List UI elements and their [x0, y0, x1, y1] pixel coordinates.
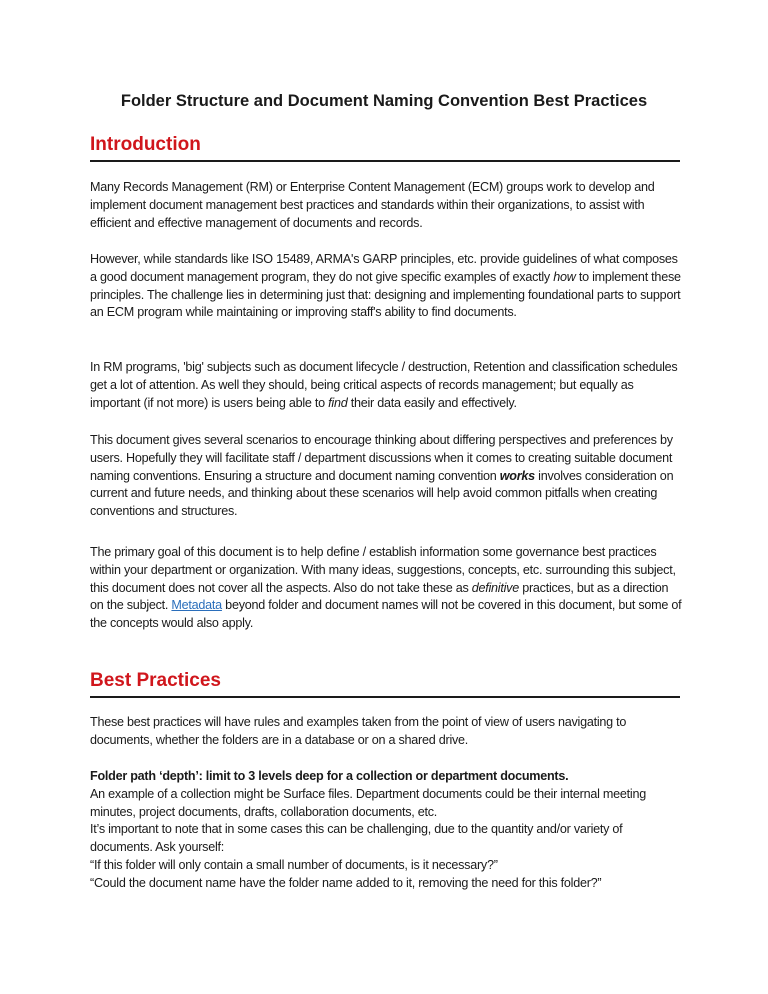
intro-paragraph-2	[90, 251, 682, 322]
intro-p5-text-c: beyond folder and document names will not be covered in this document, but some of the concepts would also apply.	[90, 598, 682, 631]
intro-p4-emphasis: works	[499, 468, 535, 483]
folder-depth-note: It’s important to note that in some cases this can be challenging, due to the quantity and/or variety of documents. Ask yourself:	[90, 822, 623, 855]
folder-depth-example: An example of a collection might be Surface files. Department documents could be their internal meeting minutes, project documents, drafts, collaboration documents, etc.	[90, 786, 646, 819]
intro-p2-text-b: to implement these principles. The challenge lies in determining just that: designing and implementing foundational parts to support an ECM program while maintaining or improving staff's ability to find documents.	[90, 269, 681, 320]
intro-paragraph-5	[90, 544, 682, 633]
intro-p5-emphasis: definitive	[471, 580, 519, 595]
intro-p5-text-a: The primary goal of this document is to help define / establish information some governance best practices within your department or organization. With many ideas, suggestions, concepts, etc. surrounding this subject, this document does not cover all the aspects. Also do not take these as	[90, 545, 676, 595]
document-title: Folder Structure and Document Naming Convention Best Practices	[120, 92, 648, 110]
intro-p2-emphasis: how	[553, 269, 576, 284]
metadata-link[interactable]: Metadata	[171, 598, 222, 613]
intro-p4-text-a: This document gives several scenarios to encourage thinking about differing perspectives and preferences by users. Hopefully they will facilitate staff / department discussions when it comes to creating suitable document naming conventions. Ensuring a structure and document naming convention	[90, 433, 673, 483]
folder-depth-question-1: “If this folder will only contain a small number of documents, is it necessary?”	[90, 857, 498, 872]
intro-p2-text-a: However, while standards like ISO 15489, ARMA's GARP principles, etc. provide guidelines of what composes a good document management program, they do not give specific examples of exactly	[90, 252, 678, 284]
folder-depth-rule-title: Folder path ‘depth’: limit to 3 levels deep for a collection or department documents.	[90, 769, 569, 783]
intro-paragraph-3	[90, 359, 682, 412]
intro-paragraph-1: Many Records Management (RM) or Enterprise Content Management (ECM) groups work to develop and implement document management best practices and standards within their organizations, to assist with efficient and effective management of documents and records.	[90, 180, 655, 230]
intro-p3-emphasis: find	[328, 395, 348, 410]
folder-depth-question-2: “Could the document name have the folder name added to it, removing the need for this folder?”	[90, 875, 602, 890]
best-practices-heading: Best Practices	[90, 670, 221, 691]
best-practices-paragraph-1: These best practices will have rules and examples taken from the point of view of users navigating to documents, whether the folders are in a database or on a shared drive.	[90, 715, 627, 747]
introduction-divider	[90, 160, 680, 162]
best-practices-divider	[90, 696, 680, 698]
intro-p3-text-a: In RM programs, 'big' subjects such as document lifecycle / destruction, Retention and classification schedules get a lot of attention. As well they should, being critical aspects of records management; but equally as important (if not more) is users being able to	[90, 360, 678, 410]
intro-p5-text-b: practices, but as a direction on the subject.	[90, 580, 669, 613]
folder-depth-rule-block	[90, 768, 682, 893]
introduction-heading: Introduction	[90, 134, 201, 155]
intro-paragraph-4	[90, 432, 682, 521]
intro-p3-text-b: their data easily and effectively.	[347, 395, 517, 410]
intro-p4-text-b: involves consideration on current and future needs, and thinking about these scenarios will help avoid common pitfalls when creating conventions and structures.	[90, 468, 674, 519]
